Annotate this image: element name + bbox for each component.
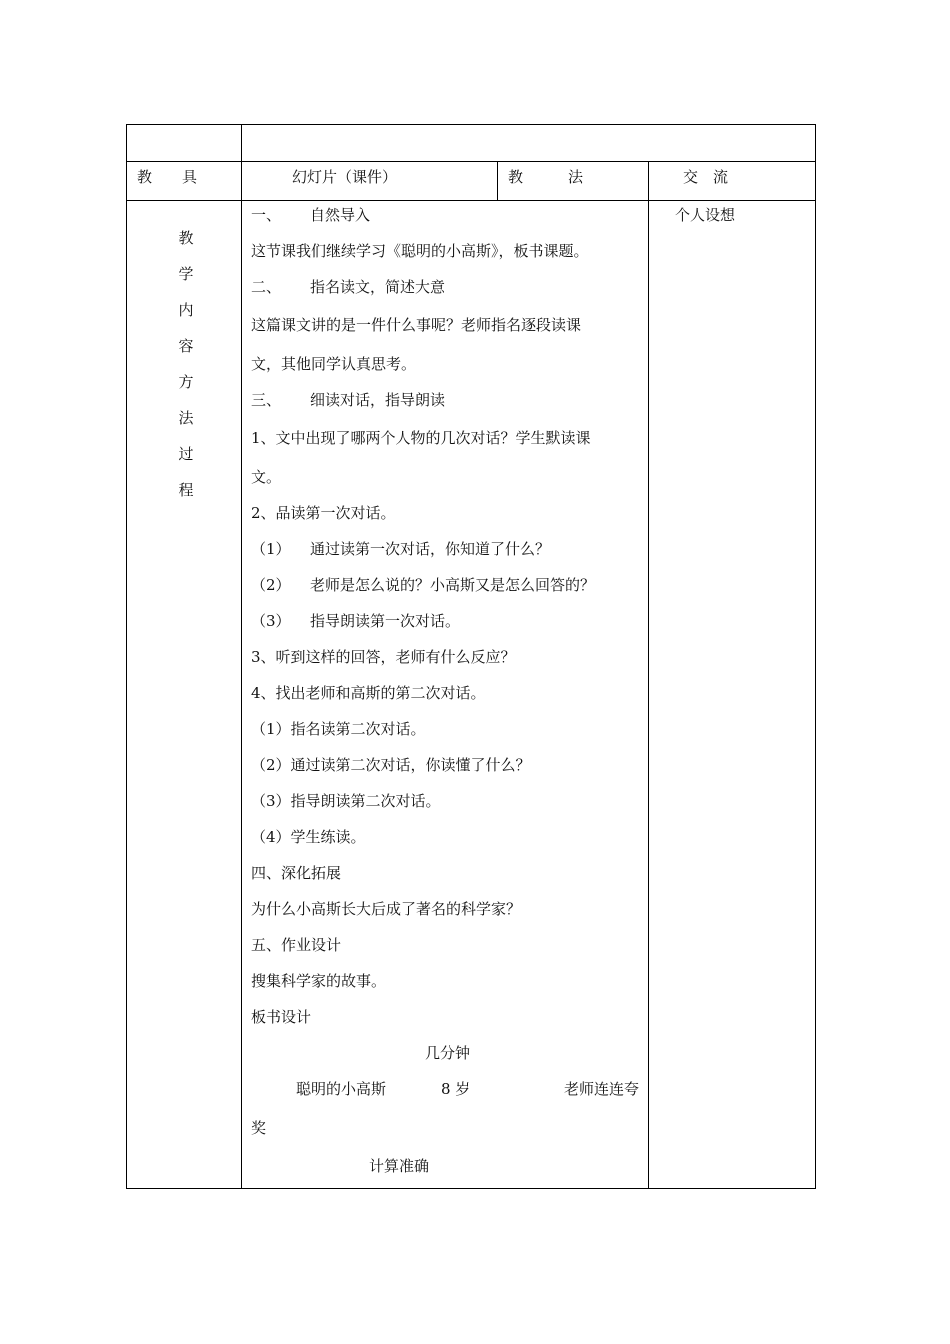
board-right: 老师连连夸 xyxy=(564,1080,640,1098)
table-col-divider-3 xyxy=(648,161,649,1189)
question-4-2: （2）通过读第二次对话，你读懂了什么？ xyxy=(251,756,531,774)
question-3: 3、听到这样的回答，老师有什么反应？ xyxy=(251,648,516,666)
board-top: 几分钟 xyxy=(425,1044,471,1062)
question-4: 4、找出老师和高斯的第二次对话。 xyxy=(251,684,486,702)
section-3-number: 三、 xyxy=(251,391,282,409)
table-row-divider-1 xyxy=(126,161,816,162)
label-char: 教 xyxy=(178,229,194,247)
question-2-2: 老师是怎么说的？小高斯又是怎么回答的？ xyxy=(310,576,596,594)
board-mid: 8 岁 xyxy=(441,1080,471,1098)
label-teaching-tools: 教 具 xyxy=(137,168,198,186)
board-design-title: 板书设计 xyxy=(251,1008,312,1026)
label-char: 容 xyxy=(178,337,194,355)
question-2-1: 通过读第一次对话，你知道了什么？ xyxy=(310,540,551,558)
table-border-bottom xyxy=(126,1188,816,1189)
question-1-line-1: 1、文中出现了哪两个人物的几次对话？学生默读课 xyxy=(251,429,591,447)
board-wrap: 奖 xyxy=(251,1119,267,1137)
table-col-divider-2 xyxy=(497,161,498,201)
label-teaching-method: 教 法 xyxy=(508,168,584,186)
label-char: 内 xyxy=(178,301,194,319)
question-1-line-2: 文。 xyxy=(251,468,282,486)
question-2: 2、品读第一次对话。 xyxy=(251,504,396,522)
label-char: 学 xyxy=(178,265,194,283)
table-col-divider-1 xyxy=(241,124,242,1189)
board-left: 聪明的小高斯 xyxy=(296,1080,387,1098)
question-2-2-number: （2） xyxy=(251,576,291,594)
label-char: 程 xyxy=(178,481,194,499)
section-3-title: 细读对话，指导朗读 xyxy=(310,391,446,409)
left-column-label xyxy=(176,220,196,508)
label-char: 过 xyxy=(178,445,194,463)
question-2-3-number: （3） xyxy=(251,612,291,630)
section-1-text: 这节课我们继续学习《聪明的小高斯》，板书课题。 xyxy=(251,242,589,260)
question-2-1-number: （1） xyxy=(251,540,291,558)
board-bottom: 计算准确 xyxy=(369,1157,430,1175)
question-4-4: （4）学生练读。 xyxy=(251,828,366,846)
section-1-title: 自然导入 xyxy=(310,206,371,224)
question-4-3: （3）指导朗读第二次对话。 xyxy=(251,792,441,810)
section-2-text-line-1: 这篇课文讲的是一件什么事呢？老师指名逐段读课 xyxy=(251,316,582,334)
section-4-title: 四、深化拓展 xyxy=(251,864,342,882)
section-5-text: 搜集科学家的故事。 xyxy=(251,972,387,990)
section-4-text: 为什么小高斯长大后成了著名的科学家？ xyxy=(251,900,522,918)
table-row-divider-2 xyxy=(126,200,816,201)
teaching-tools-value: 幻灯片（课件） xyxy=(292,168,398,186)
section-2-title: 指名读文，简述大意 xyxy=(310,278,446,296)
table-border-top xyxy=(126,124,816,125)
label-char: 方 xyxy=(178,373,194,391)
question-4-1: （1）指名读第二次对话。 xyxy=(251,720,426,738)
label-char: 法 xyxy=(178,409,194,427)
section-2-text-line-2: 文，其他同学认真思考。 xyxy=(251,355,417,373)
question-2-3: 指导朗读第一次对话。 xyxy=(310,612,461,630)
section-5-title: 五、作业设计 xyxy=(251,936,342,954)
section-1-number: 一、 xyxy=(251,206,282,224)
personal-ideas-title: 个人设想 xyxy=(675,206,736,224)
teaching-method-value: 交 流 xyxy=(683,168,729,186)
table-border-right xyxy=(815,124,816,1189)
table-border-left xyxy=(126,124,127,1189)
section-2-number: 二、 xyxy=(251,278,282,296)
